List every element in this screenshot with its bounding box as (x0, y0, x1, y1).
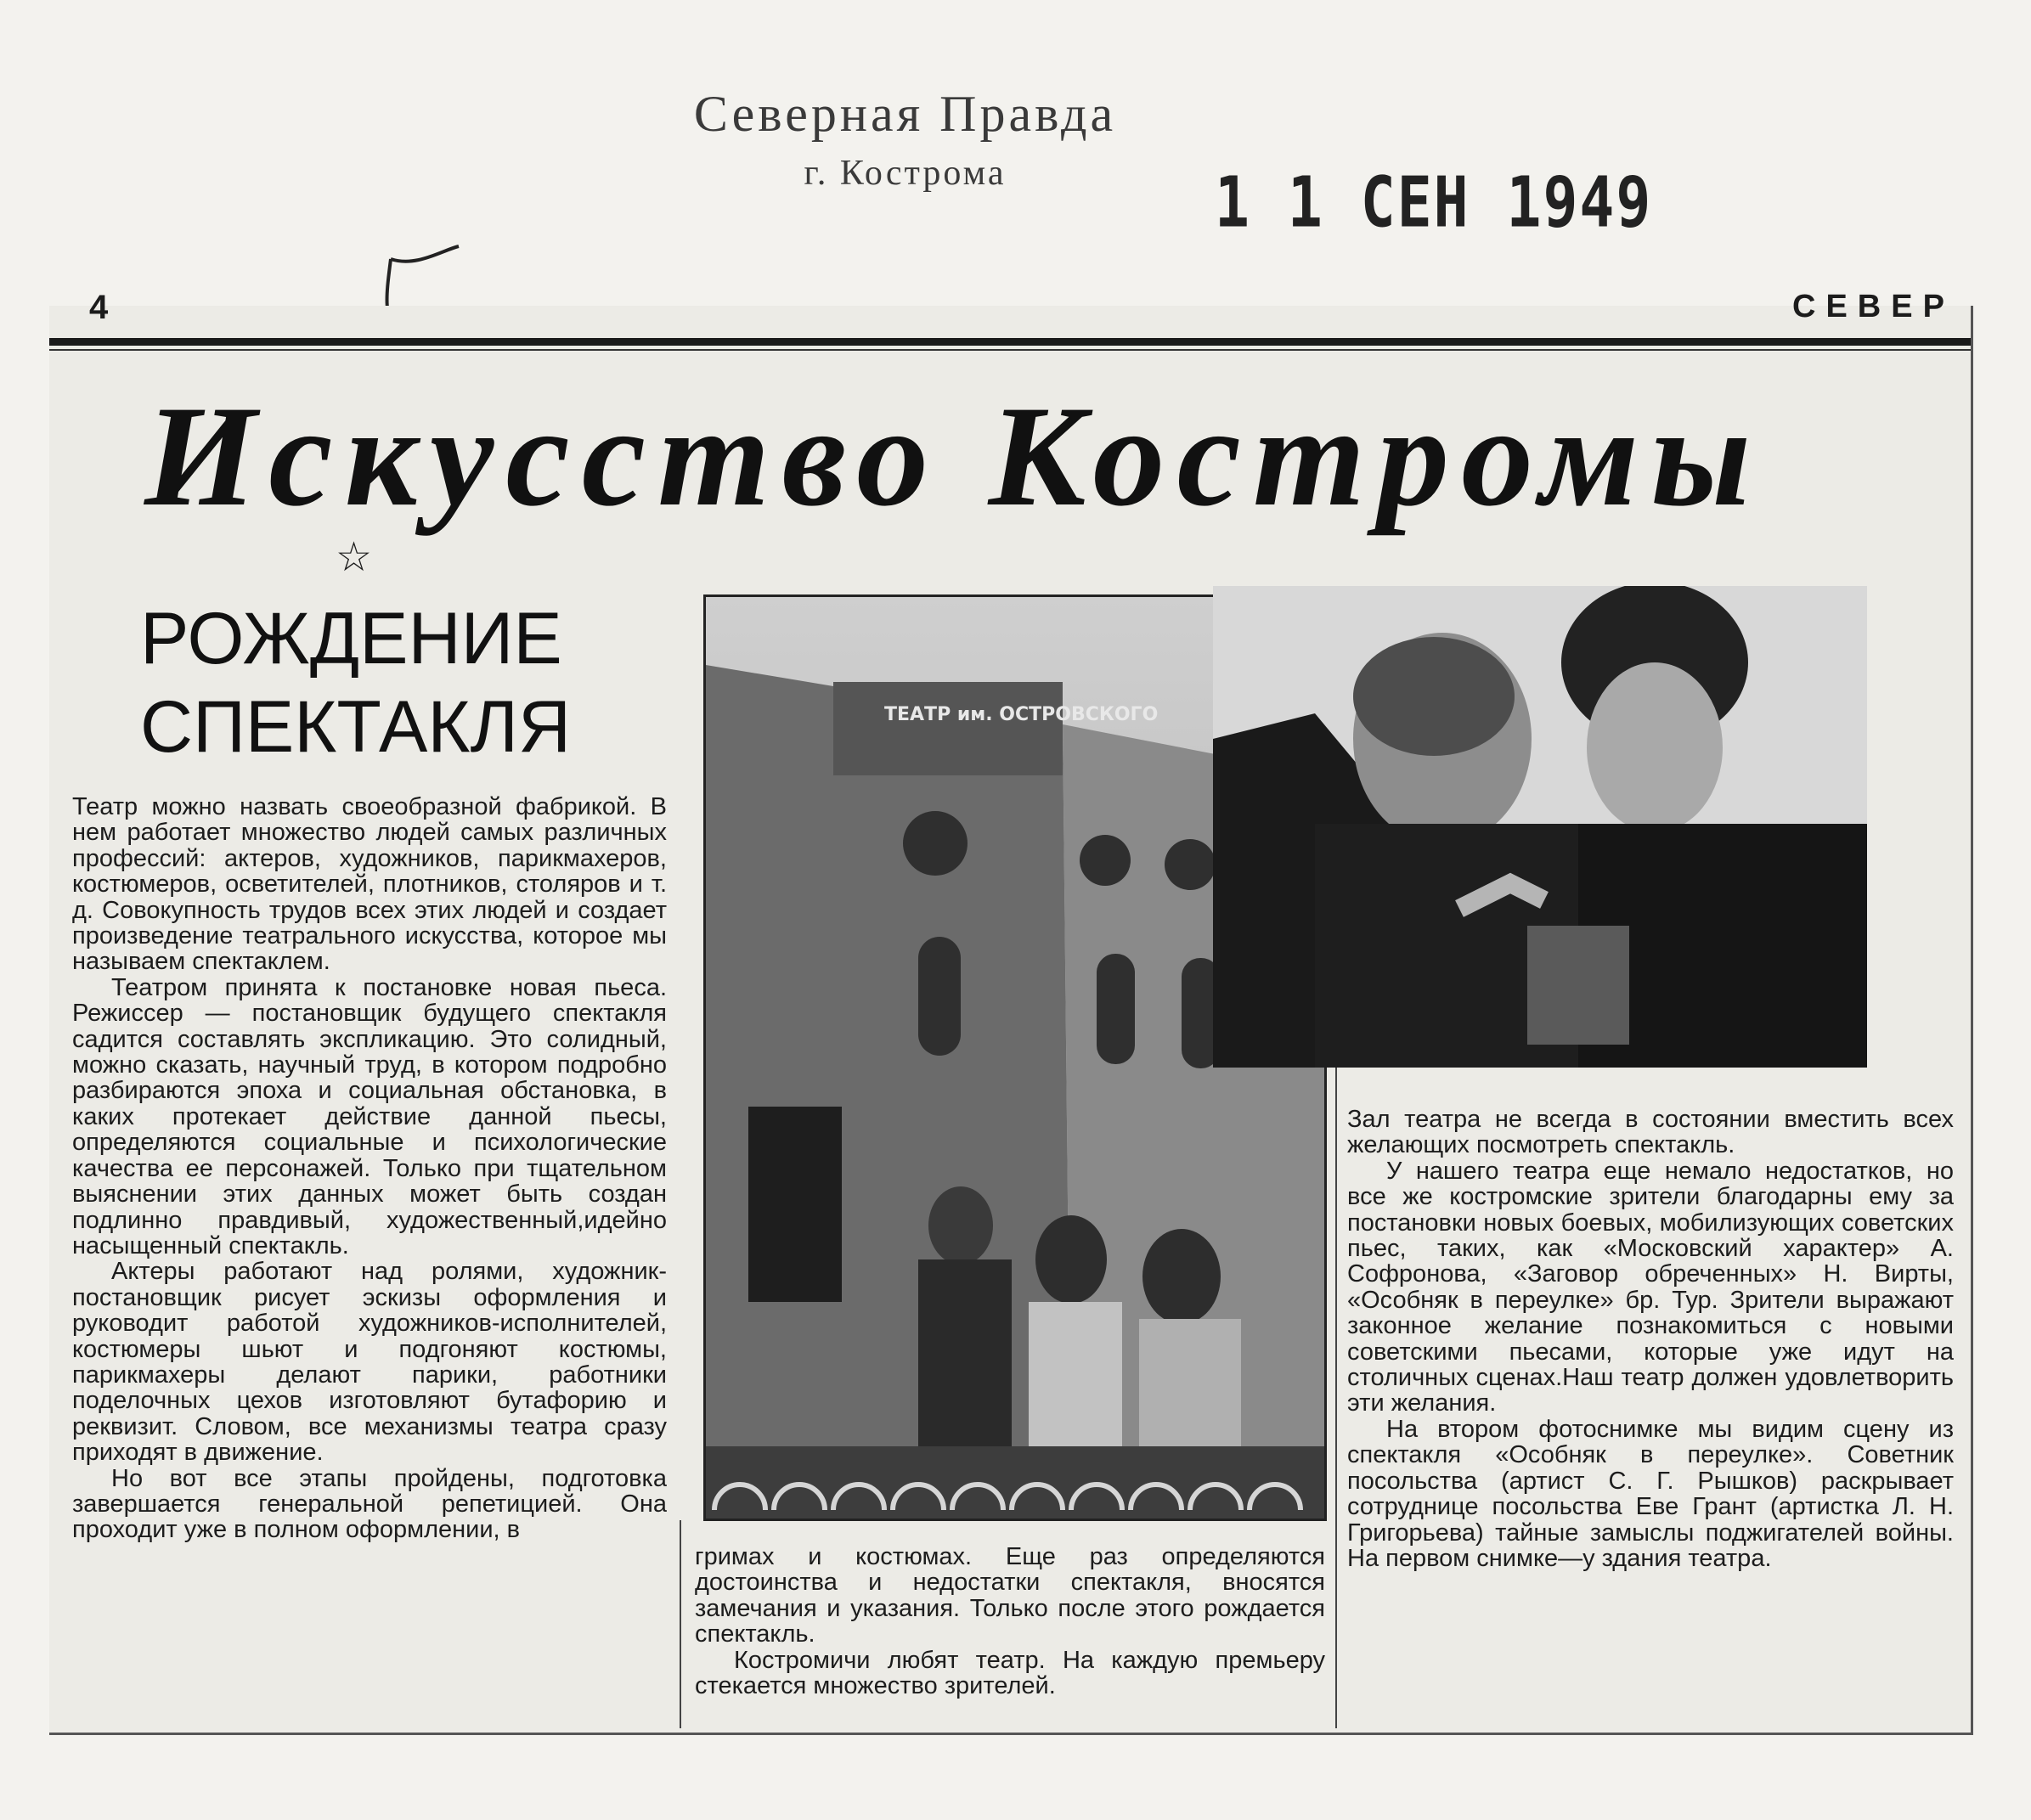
paragraph: Театр можно назвать своеобразной фабрикой. В нем работает множество людей самых различных профессий: актеров, художников, парикмахеров, костюмеров, осветителей, плотников, столяров и т. д. Совокупность трудов всех этих людей и создает произведение театрального искусства, которое мы называем спектаклем. (72, 794, 667, 976)
article-column-2 (695, 1544, 1325, 1727)
paragraph: Театром принята к постановке новая пьеса. Режиссер — постановщик будущего спектакля садится составлять экспликацию. Это солидный, можно сказать, научный труд, в котором подробно разбираются эпоха и социальная обстановка, в каких протекает действие данной пьесы, определяются социальные и психологические качества ее персонажей. Только при тщательном выяснении этих данных может быть создан подлинно правдивый, художественный,идейно насыщенный спектакль. (72, 973, 667, 1259)
paragraph: гримах и костюмах. Еще раз определяются достоинства и недостатки спектакля, вносятся замечания и указания. Только после этого рождается спектакль. (695, 1544, 1325, 1648)
newspaper-city: г. Кострома (804, 154, 1007, 193)
star-icon: ☆ (336, 535, 373, 580)
play-scene-image (1213, 586, 1867, 1068)
paragraph: У нашего театра еще немало недостатков, но все же костромские зрители благодарны ему за постановки новых боевых, мобилизующих советских пьес, таких, как «Московский характер» А. Софронова, «Заговор обреченных» Н. Вирты, «Особняк в переулке» бр. Тур. Зрители выражают законное желание познакомиться с новыми советскими пьесами, которые уже идут на столичных сценах.Наш театр должен удовлетворить эти желания. (1347, 1157, 1954, 1417)
newspaper-name: Северная Правда (693, 86, 1117, 142)
paragraph: Но вот все этапы пройдены, подготовка завершается генеральной репетицией. Она проходит уже в полном оформлении, в (72, 1464, 667, 1544)
photo-play-scene (1213, 586, 1867, 1068)
paragraph: Актеры работают над ролями, художник-постановщик рисует эскизы оформления и руководит работой художников-исполнителей, костюмеры шьют и подгоняют костюмы, парикмахеры делают парики, работники поделочных цехов изготовляют бутафорию и реквизит. Словом, все механизмы театра сразу приходят в движение. (72, 1258, 667, 1467)
date-stamp: 1 1 СЕН 1949 (1215, 163, 1653, 244)
header-rule-thin (49, 349, 1971, 351)
newspaper-name-stamp (0, 85, 2031, 144)
subhead-line-2: СПЕКТАКЛЯ (140, 686, 572, 768)
article-column-1 (72, 794, 667, 1728)
article-headline: Искусство Костромы (144, 376, 1763, 536)
page-number: 4 (89, 289, 109, 326)
subhead-line-1: РОЖДЕНИЕ (140, 598, 562, 679)
theatre-sign: ТЕАТР им. ОСТРОВСКОГО (884, 704, 1159, 725)
paragraph: Костромичи любят театр. На каждую премьеру стекается множество зрителей. (695, 1646, 1325, 1700)
article-subhead (140, 594, 582, 771)
column-divider (680, 1520, 681, 1728)
running-head: СЕВЕР (1792, 289, 1955, 324)
paragraph: На втором фотоснимке мы видим сцену из спектакля «Особняк в переулке». Советник посольства (артист С. Г. Рышков) раскрывает сотруднице посольства Еве Грант (артистка Л. Н. Григорьева) тайные замыслы поджигателей войны. На первом снимке—у здания театра. (1347, 1415, 1954, 1572)
column-divider (1335, 1068, 1337, 1728)
article-column-3 (1347, 1107, 1954, 1727)
header-rule (49, 338, 1971, 346)
paragraph: Зал театра не всегда в состоянии вместить всех желающих посмотреть спектакль. (1347, 1107, 1954, 1159)
newspaper-city-stamp (0, 153, 2031, 194)
